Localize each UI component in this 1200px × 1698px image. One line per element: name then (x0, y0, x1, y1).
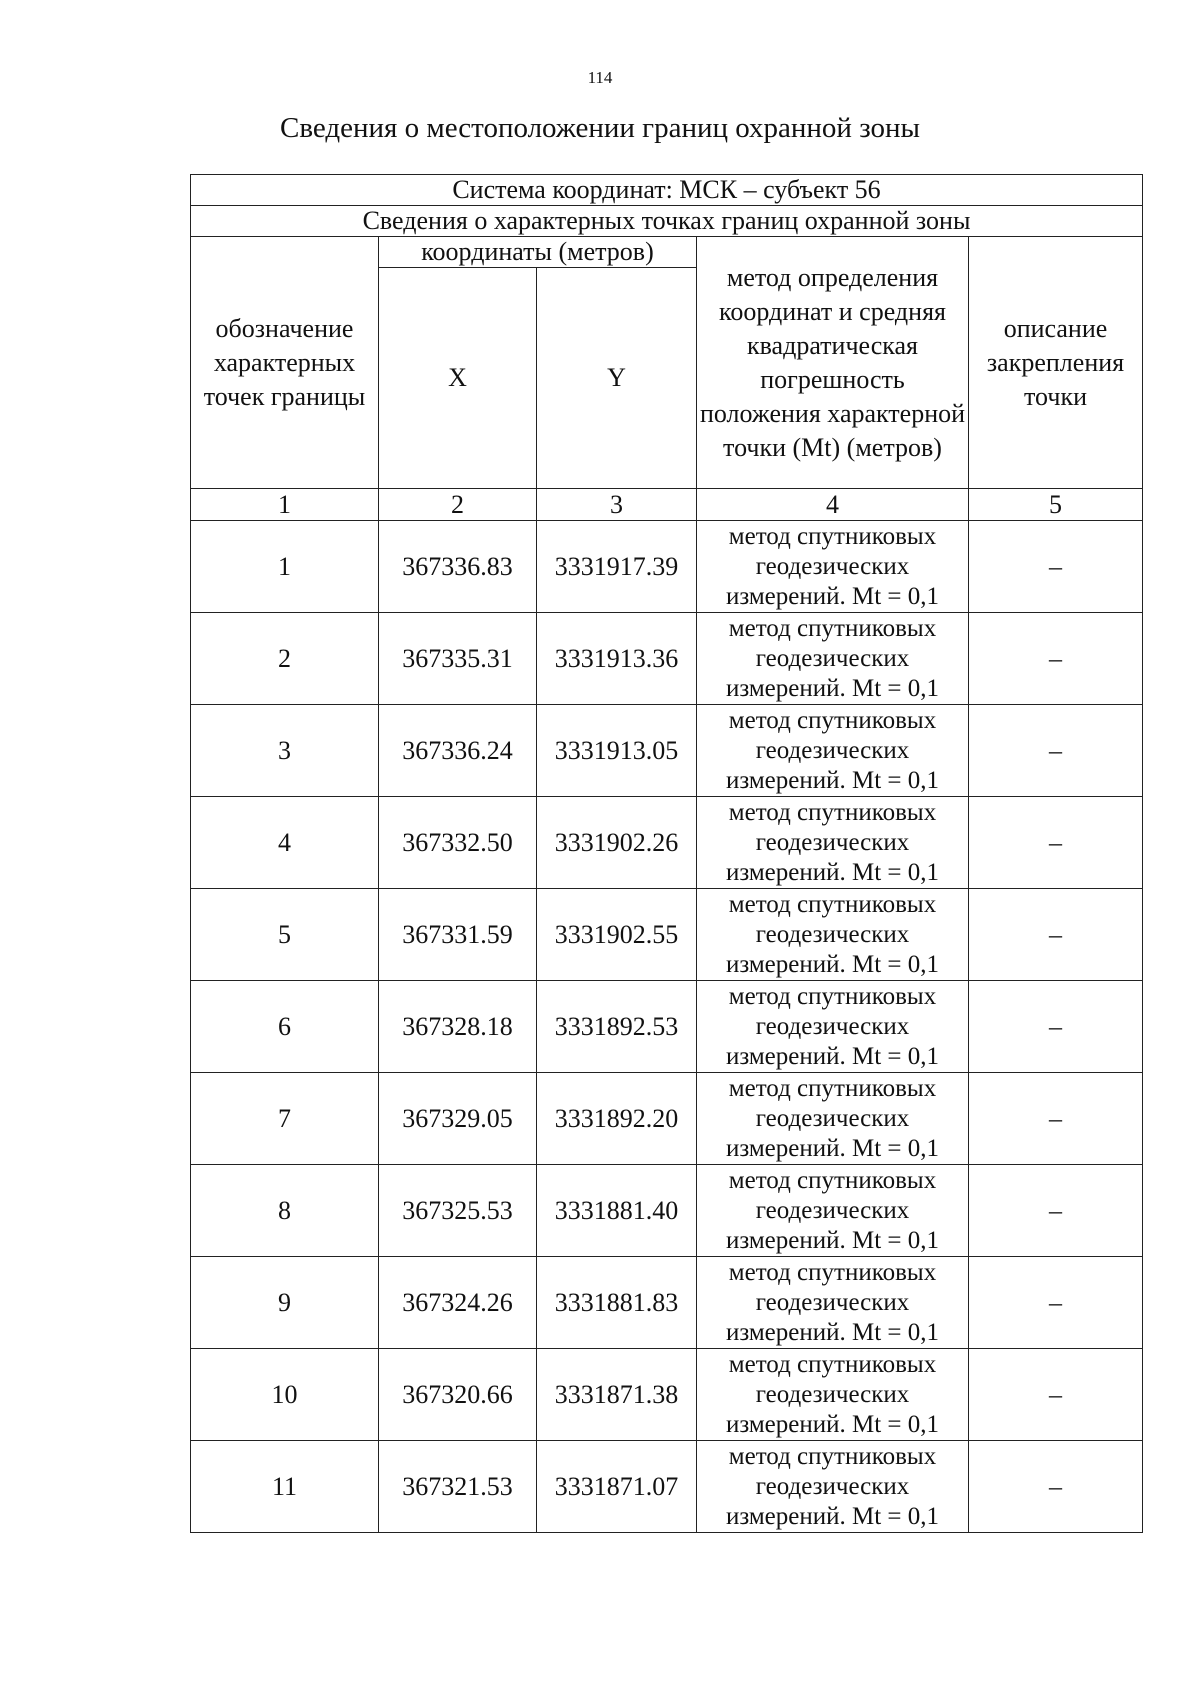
description-cell: – (969, 613, 1143, 705)
point-cell: 1 (191, 521, 379, 613)
description-cell: – (969, 889, 1143, 981)
coord-system-header: Система координат: МСК – субъект 56 (191, 175, 1143, 206)
point-cell: 5 (191, 889, 379, 981)
method-cell: метод спутниковых геодезических измерений. Mt = 0,1 (697, 705, 969, 797)
method-cell: метод спутниковых геодезических измерений. Mt = 0,1 (697, 1349, 969, 1441)
header-coords: координаты (метров) (379, 237, 697, 268)
y-coordinate-cell: 3331902.26 (537, 797, 697, 889)
method-cell: метод спутниковых геодезических измерений. Mt = 0,1 (697, 1073, 969, 1165)
description-cell: – (969, 705, 1143, 797)
y-coordinate-cell: 3331902.55 (537, 889, 697, 981)
description-cell: – (969, 797, 1143, 889)
point-cell: 8 (191, 1165, 379, 1257)
method-cell: метод спутниковых геодезических измерений. Mt = 0,1 (697, 1165, 969, 1257)
column-number: 2 (379, 489, 537, 521)
x-coordinate-cell: 367320.66 (379, 1349, 537, 1441)
y-coordinate-cell: 3331913.05 (537, 705, 697, 797)
method-cell: метод спутниковых геодезических измерений. Mt = 0,1 (697, 1257, 969, 1349)
table-row (191, 1073, 1143, 1165)
point-cell: 4 (191, 797, 379, 889)
point-cell: 6 (191, 981, 379, 1073)
table-row (191, 797, 1143, 889)
y-coordinate-cell: 3331881.40 (537, 1165, 697, 1257)
header-x: X (379, 268, 537, 489)
column-number: 1 (191, 489, 379, 521)
point-cell: 2 (191, 613, 379, 705)
description-cell: – (969, 981, 1143, 1073)
x-coordinate-cell: 367332.50 (379, 797, 537, 889)
method-cell: метод спутниковых геодезических измерений. Mt = 0,1 (697, 613, 969, 705)
x-coordinate-cell: 367328.18 (379, 981, 537, 1073)
point-cell: 9 (191, 1257, 379, 1349)
coordinates-table (190, 174, 1143, 1533)
x-coordinate-cell: 367335.31 (379, 613, 537, 705)
y-coordinate-cell: 3331871.38 (537, 1349, 697, 1441)
description-cell: – (969, 1441, 1143, 1533)
description-cell: – (969, 1257, 1143, 1349)
table-row (191, 705, 1143, 797)
table-row (191, 1165, 1143, 1257)
y-coordinate-cell: 3331892.53 (537, 981, 697, 1073)
table-row (191, 1349, 1143, 1441)
table-row (191, 981, 1143, 1073)
coordinates-table-body (191, 175, 1143, 1533)
method-cell: метод спутниковых геодезических измерений. Mt = 0,1 (697, 1441, 969, 1533)
x-coordinate-cell: 367325.53 (379, 1165, 537, 1257)
y-coordinate-cell: 3331881.83 (537, 1257, 697, 1349)
header-point: обозначение характерных точек границы (191, 237, 379, 489)
y-coordinate-cell: 3331917.39 (537, 521, 697, 613)
header-y: Y (537, 268, 697, 489)
table-row (191, 1257, 1143, 1349)
table-row (191, 889, 1143, 981)
method-cell: метод спутниковых геодезических измерений. Mt = 0,1 (697, 797, 969, 889)
column-number: 4 (697, 489, 969, 521)
method-cell: метод спутниковых геодезических измерений. Mt = 0,1 (697, 521, 969, 613)
method-cell: метод спутниковых геодезических измерений. Mt = 0,1 (697, 981, 969, 1073)
x-coordinate-cell: 367336.83 (379, 521, 537, 613)
x-coordinate-cell: 367336.24 (379, 705, 537, 797)
description-cell: – (969, 521, 1143, 613)
x-coordinate-cell: 367321.53 (379, 1441, 537, 1533)
page-title: Сведения о местоположении границ охранной зоны (279, 112, 920, 144)
y-coordinate-cell: 3331913.36 (537, 613, 697, 705)
header-method: метод определения координат и средняя квадратическая погрешность положения характерной точки (Mt) (метров) (697, 237, 969, 489)
table-row (191, 521, 1143, 613)
description-cell: – (969, 1073, 1143, 1165)
column-number: 3 (537, 489, 697, 521)
page-number: 114 (587, 68, 613, 87)
description-cell: – (969, 1349, 1143, 1441)
method-cell: метод спутниковых геодезических измерений. Mt = 0,1 (697, 889, 969, 981)
x-coordinate-cell: 367324.26 (379, 1257, 537, 1349)
header-description: описание закрепления точки (969, 237, 1143, 489)
column-numbers-row (191, 489, 1143, 521)
column-number: 5 (969, 489, 1143, 521)
y-coordinate-cell: 3331892.20 (537, 1073, 697, 1165)
x-coordinate-cell: 367329.05 (379, 1073, 537, 1165)
point-cell: 7 (191, 1073, 379, 1165)
description-cell: – (969, 1165, 1143, 1257)
section-title-header: Сведения о характерных точках границ охранной зоны (191, 206, 1143, 237)
x-coordinate-cell: 367331.59 (379, 889, 537, 981)
point-cell: 10 (191, 1349, 379, 1441)
table-row (191, 1441, 1143, 1533)
point-cell: 3 (191, 705, 379, 797)
point-cell: 11 (191, 1441, 379, 1533)
table-row (191, 613, 1143, 705)
y-coordinate-cell: 3331871.07 (537, 1441, 697, 1533)
